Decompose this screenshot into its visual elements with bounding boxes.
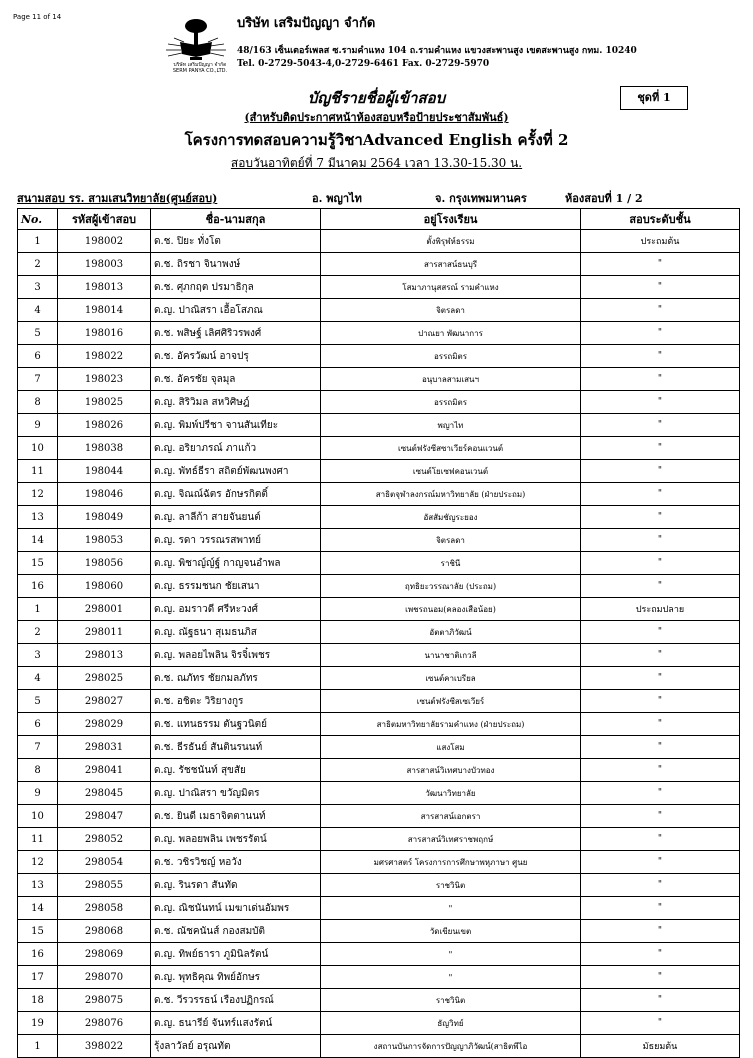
- row-number: 4: [18, 299, 58, 322]
- candidate-id: 198038: [58, 437, 151, 460]
- candidate-name: ด.ญ. ปาณิสรา เอื้อโสภณ: [151, 299, 321, 322]
- project-title: โครงการทดสอบความรู้วิชาAdvanced English ครั้งที่ 2: [184, 131, 569, 149]
- candidate-name: ด.ช. ธีรธันย์ สันตินรนนท์: [151, 736, 321, 759]
- school-name: อัสสัมชัญระยอง: [321, 506, 581, 529]
- school-name: เซนต์ฟรังซีสเซเวียร์: [321, 690, 581, 713]
- candidate-name: ด.ญ. รดา วรรณรสพาทย์: [151, 529, 321, 552]
- row-number: 15: [18, 920, 58, 943]
- candidate-id: 298070: [58, 966, 151, 989]
- exam-level: ": [581, 851, 740, 874]
- candidate-name: ด.ช. พสิษฐ์ เลิศศิริวรพงศ์: [151, 322, 321, 345]
- candidate-id: 298001: [58, 598, 151, 621]
- candidate-id: 198016: [58, 322, 151, 345]
- candidate-name: ด.ช. ณภัทร ชัยกมลภัทร: [151, 667, 321, 690]
- row-number: 16: [18, 943, 58, 966]
- exam-level: ": [581, 552, 740, 575]
- table-row: [18, 851, 740, 874]
- exam-level: ": [581, 782, 740, 805]
- school-name: โสมาภานุสสรณ์ รามคำแหง: [321, 276, 581, 299]
- candidate-name: ด.ญ. ทิพย์ธารา ภูมินิลรัตน์: [151, 943, 321, 966]
- table-row: [18, 575, 740, 598]
- venue-district: อ. พญาไท: [312, 192, 362, 205]
- candidate-name: ด.ญ. รัชชนันท์ สุขสัย: [151, 759, 321, 782]
- candidate-name: ด.ช. ยินดี เมธาจิตตานนท์: [151, 805, 321, 828]
- school-name: สาธิตมหาวิทยาลัยรามคำแหง (ฝ่ายประถม): [321, 713, 581, 736]
- exam-level: ": [581, 759, 740, 782]
- candidate-name: ด.ญ. พลอยไพลิน จิรจิ๋เพชร: [151, 644, 321, 667]
- venue-center: สนามสอบ รร. สามเสนวิทยาลัย(ศูนย์สอบ): [17, 192, 218, 205]
- table-row: [18, 391, 740, 414]
- school-name: เซนต์คาเบรียล: [321, 667, 581, 690]
- candidate-id: 198023: [58, 368, 151, 391]
- candidate-name: ด.ญ. พลอยพลิน เพชรรัตน์: [151, 828, 321, 851]
- table-row: [18, 414, 740, 437]
- candidate-id: 198049: [58, 506, 151, 529]
- candidate-id: 198053: [58, 529, 151, 552]
- candidate-id: 298041: [58, 759, 151, 782]
- candidate-id: 298054: [58, 851, 151, 874]
- school-name: ธัญวิทย์: [321, 1012, 581, 1035]
- candidate-id: 298052: [58, 828, 151, 851]
- candidate-id: 198022: [58, 345, 151, 368]
- candidate-id: 298029: [58, 713, 151, 736]
- exam-level: ": [581, 966, 740, 989]
- table-row: [18, 483, 740, 506]
- school-name: ราชวินิต: [321, 989, 581, 1012]
- row-number: 7: [18, 368, 58, 391]
- candidate-name: ด.ญ. ณิชนันทน์ เมฆาเด่นอัมพร: [151, 897, 321, 920]
- table-row: [18, 874, 740, 897]
- table-row: [18, 253, 740, 276]
- school-name: สารสาสน์วิเทศราชพฤกษ์: [321, 828, 581, 851]
- school-name: จิตรลดา: [321, 299, 581, 322]
- candidate-name: ด.ญ. ณัฐธนา สุเมธนภิส: [151, 621, 321, 644]
- row-number: 10: [18, 805, 58, 828]
- candidate-id: 298069: [58, 943, 151, 966]
- candidate-id: 198060: [58, 575, 151, 598]
- school-name: สาธิตจุฬาลงกรณ์มหาวิทยาลัย (ฝ่ายประถม): [321, 483, 581, 506]
- exam-level: ": [581, 529, 740, 552]
- candidate-name: ด.ช. อัครชัย จุลมุล: [151, 368, 321, 391]
- candidate-id: 198002: [58, 230, 151, 253]
- exam-level: ": [581, 345, 740, 368]
- school-name: ": [321, 966, 581, 989]
- exam-level: ": [581, 736, 740, 759]
- company-address: 48/163 เซ็นเตอร์เพลส ซ.รามคำแหง 104 ถ.รามคำแหง แขวงสะพานสูง เขตสะพานสูง กทม. 10240: [237, 46, 637, 56]
- candidate-id: 198026: [58, 414, 151, 437]
- candidate-id: 198056: [58, 552, 151, 575]
- row-number: 3: [18, 644, 58, 667]
- school-name: มศรศาสตร์ โครงการการศึกษาพหุภาษา ศูนย: [321, 851, 581, 874]
- table-row: [18, 598, 740, 621]
- table-row: [18, 230, 740, 253]
- company-name: บริษัท เสริมปัญญา จำกัด: [237, 16, 376, 31]
- exam-level: ": [581, 1012, 740, 1035]
- row-number: 11: [18, 828, 58, 851]
- exam-level: ": [581, 897, 740, 920]
- candidate-name: ด.ญ. สิริวิมล สหวิศิษฎ์: [151, 391, 321, 414]
- row-number: 14: [18, 529, 58, 552]
- candidate-id: 298031: [58, 736, 151, 759]
- table-row: [18, 782, 740, 805]
- candidate-name: ด.ช. วีรวรรธน์ เรืองปฏิกรณ์: [151, 989, 321, 1012]
- candidate-name: ด.ช. อชิตะ วิริยางกูร: [151, 690, 321, 713]
- school-name: สารสาสน์ธนบุรี: [321, 253, 581, 276]
- exam-level: ": [581, 322, 740, 345]
- set-label-box: ชุดที่ 1: [620, 86, 688, 110]
- row-number: 15: [18, 552, 58, 575]
- candidate-id: 298047: [58, 805, 151, 828]
- school-name: เพชรถนอม(คลองเสือน้อย): [321, 598, 581, 621]
- row-number: 8: [18, 391, 58, 414]
- candidate-name: ด.ช. แทนธรรม ตันฐวนิตย์: [151, 713, 321, 736]
- row-number: 7: [18, 736, 58, 759]
- candidate-id: 198046: [58, 483, 151, 506]
- exam-level: ": [581, 276, 740, 299]
- row-number: 8: [18, 759, 58, 782]
- row-number: 9: [18, 782, 58, 805]
- row-number: 10: [18, 437, 58, 460]
- table-row: [18, 299, 740, 322]
- candidate-id: 298027: [58, 690, 151, 713]
- row-number: 12: [18, 851, 58, 874]
- table-row: [18, 460, 740, 483]
- page-number: Page 11 of 14: [13, 13, 62, 21]
- exam-level: ประถมปลาย: [581, 598, 740, 621]
- table-row: [18, 1035, 740, 1058]
- exam-level: ": [581, 989, 740, 1012]
- row-number: 3: [18, 276, 58, 299]
- table-row: [18, 897, 740, 920]
- table-row: [18, 276, 740, 299]
- candidate-name: ด.ช. อัครวัฒน์ อาจปรุ: [151, 345, 321, 368]
- document-subtitle: (สำหรับติดประกาศหน้าห้องสอบหรือป้ายประชาสัมพันธ์): [244, 111, 509, 124]
- exam-level: ": [581, 621, 740, 644]
- candidate-table: [17, 208, 740, 1058]
- row-number: 12: [18, 483, 58, 506]
- candidate-name: ด.ช. ถิรชา จินาพงษ์: [151, 253, 321, 276]
- candidate-id: 298011: [58, 621, 151, 644]
- table-row: [18, 805, 740, 828]
- school-name: อัตตาภิวัฒน์: [321, 621, 581, 644]
- exam-level: มัธยมต้น: [581, 1035, 740, 1058]
- candidate-id: 298055: [58, 874, 151, 897]
- header-school: อยู่โรงเรียน: [321, 209, 581, 230]
- exam-level: ": [581, 575, 740, 598]
- candidate-name: ด.ญ. พัทธ์ธีรา สถิตย์พัฒนพงศา: [151, 460, 321, 483]
- candidate-name: ด.ญ. พิชาญ์ญ์ฐ์ กาญจนอำพล: [151, 552, 321, 575]
- candidate-name: ด.ญ. ธรรมชนก ชัยเสนา: [151, 575, 321, 598]
- exam-level: ": [581, 713, 740, 736]
- school-name: วัฒนาวิทยาลัย: [321, 782, 581, 805]
- table-row: [18, 345, 740, 368]
- candidate-id: 198003: [58, 253, 151, 276]
- table-row: [18, 736, 740, 759]
- row-number: 1: [18, 598, 58, 621]
- row-number: 18: [18, 989, 58, 1012]
- row-number: 13: [18, 506, 58, 529]
- school-name: เซนต์ฟรังซีสซาเวียร์คอนแวนต์: [321, 437, 581, 460]
- candidate-id: 298045: [58, 782, 151, 805]
- exam-level: ": [581, 391, 740, 414]
- candidate-name: ด.ญ. รินรดา สันทัด: [151, 874, 321, 897]
- candidate-id: 298068: [58, 920, 151, 943]
- exam-level: ": [581, 299, 740, 322]
- row-number: 4: [18, 667, 58, 690]
- exam-level: ": [581, 943, 740, 966]
- row-number: 11: [18, 460, 58, 483]
- table-header-row: [18, 209, 740, 230]
- table-row: [18, 943, 740, 966]
- table-row: [18, 966, 740, 989]
- school-name: ราชวินิต: [321, 874, 581, 897]
- header-candidate-id: รหัสผู้เข้าสอบ: [58, 209, 151, 230]
- row-number: 2: [18, 621, 58, 644]
- table-row: [18, 322, 740, 345]
- exam-level: ": [581, 253, 740, 276]
- school-name: ตั้งพิรุฬห์ธรรม: [321, 230, 581, 253]
- school-name: สารสาสน์วิเทศบางบัวทอง: [321, 759, 581, 782]
- row-number: 2: [18, 253, 58, 276]
- exam-level: ": [581, 437, 740, 460]
- table-row: [18, 552, 740, 575]
- school-name: แสงโสม: [321, 736, 581, 759]
- candidate-id: 198025: [58, 391, 151, 414]
- row-number: 14: [18, 897, 58, 920]
- exam-level: ": [581, 644, 740, 667]
- header-name: ชื่อ-นามสกุล: [151, 209, 321, 230]
- row-number: 17: [18, 966, 58, 989]
- exam-level: ": [581, 460, 740, 483]
- school-name: ปาณยา พัฒนาการ: [321, 322, 581, 345]
- candidate-name: ด.ช. วชิรวิชญ์ หอวัง: [151, 851, 321, 874]
- row-number: 5: [18, 690, 58, 713]
- row-number: 13: [18, 874, 58, 897]
- table-row: [18, 1012, 740, 1035]
- candidate-name: ด.ญ. อริยาภรณ์ ภาแก้ว: [151, 437, 321, 460]
- company-tel: Tel. 0-2729-5043-4,0-2729-6461 Fax. 0-2729-5970: [237, 59, 490, 69]
- exam-level: ": [581, 667, 740, 690]
- header-no: No.: [18, 209, 58, 230]
- candidate-name: ด.ช. ปิยะ ทั่งโต: [151, 230, 321, 253]
- candidate-name: ด.ญ. ธนารีย์ จันทร์แสงรัตน์: [151, 1012, 321, 1035]
- candidate-id: 298075: [58, 989, 151, 1012]
- row-number: 6: [18, 713, 58, 736]
- table-row: [18, 368, 740, 391]
- candidate-name: รุ้งลาวัลย์ อรุณทัต: [151, 1035, 321, 1058]
- candidate-name: ด.ช. ศุภกฤต ปรมาธิกุล: [151, 276, 321, 299]
- exam-level: ": [581, 828, 740, 851]
- candidate-id: 298076: [58, 1012, 151, 1035]
- row-number: 6: [18, 345, 58, 368]
- table-row: [18, 437, 740, 460]
- exam-level: ": [581, 874, 740, 897]
- candidate-id: 298013: [58, 644, 151, 667]
- school-name: ": [321, 897, 581, 920]
- candidate-name: ด.ญ. อมราวดี ศรีหะวงศ์: [151, 598, 321, 621]
- candidate-id: 198044: [58, 460, 151, 483]
- candidate-id: 298025: [58, 667, 151, 690]
- candidate-name: ด.ญ. จิณณ์ฉัตร อักษรกิตติ์: [151, 483, 321, 506]
- row-number: 1: [18, 230, 58, 253]
- venue-province: จ. กรุงเทพมหานคร: [435, 192, 527, 205]
- exam-date-time: สอบวันอาทิตย์ที่ 7 มีนาคม 2564 เวลา 13.30-15.30 น.: [230, 156, 523, 170]
- candidate-name: ด.ญ. พิมพ์ปรีชา จานสันเทียะ: [151, 414, 321, 437]
- table-row: [18, 644, 740, 667]
- table-row: [18, 690, 740, 713]
- row-number: 16: [18, 575, 58, 598]
- exam-level: ": [581, 483, 740, 506]
- candidate-id: 398022: [58, 1035, 151, 1058]
- table-row: [18, 621, 740, 644]
- row-number: 19: [18, 1012, 58, 1035]
- school-name: วัดเขียนเขต: [321, 920, 581, 943]
- exam-level: ": [581, 920, 740, 943]
- table-row: [18, 828, 740, 851]
- school-name: งสถานบันการจัดการปัญญาภิวัฒน์(สาธิตพีไอ: [321, 1035, 581, 1058]
- table-row: [18, 713, 740, 736]
- table-row: [18, 759, 740, 782]
- row-number: 5: [18, 322, 58, 345]
- school-name: ฤทธิยะวรรณาลัย (ประถม): [321, 575, 581, 598]
- row-number: 1: [18, 1035, 58, 1058]
- table-row: [18, 920, 740, 943]
- candidate-id: 198013: [58, 276, 151, 299]
- school-name: สารสาสน์เอกตรา: [321, 805, 581, 828]
- candidate-id: 198014: [58, 299, 151, 322]
- school-name: จิตรลดา: [321, 529, 581, 552]
- candidate-id: 298058: [58, 897, 151, 920]
- exam-level: ": [581, 506, 740, 529]
- exam-level: ": [581, 368, 740, 391]
- school-name: อนุบาลสามเสนฯ: [321, 368, 581, 391]
- candidate-name: ด.ญ. ปาณิสรา ขวัญมิตร: [151, 782, 321, 805]
- school-name: ": [321, 943, 581, 966]
- school-name: ราชินี: [321, 552, 581, 575]
- candidate-name: ด.ญ. ลาลีก้า สายจันยนต์: [151, 506, 321, 529]
- logo-caption: บริษัท เสริมปัญญา จำกัด SERM PANYA CO.,LTD.: [172, 62, 228, 74]
- document-title: บัญชีรายชื่อผู้เข้าสอบ: [307, 89, 446, 107]
- table-row: [18, 506, 740, 529]
- exam-level: ": [581, 805, 740, 828]
- row-number: 9: [18, 414, 58, 437]
- venue-room: ห้องสอบที่ 1 / 2: [565, 192, 643, 205]
- table-row: [18, 529, 740, 552]
- exam-level: ประถมต้น: [581, 230, 740, 253]
- header-level: สอบระดับชั้น: [581, 209, 740, 230]
- exam-level: ": [581, 414, 740, 437]
- school-name: อรรถมิตร: [321, 391, 581, 414]
- school-name: นานาชาติเกวลี: [321, 644, 581, 667]
- table-row: [18, 667, 740, 690]
- candidate-name: ด.ญ. พุทธิคุณ ทิพย์อักษร: [151, 966, 321, 989]
- candidate-name: ด.ช. ณัชคนันส์ กองสมบัติ: [151, 920, 321, 943]
- school-name: อรรถมิตร: [321, 345, 581, 368]
- school-name: เซนต์โยเซฟคอนเวนต์: [321, 460, 581, 483]
- table-row: [18, 989, 740, 1012]
- school-name: พญาไท: [321, 414, 581, 437]
- exam-level: ": [581, 690, 740, 713]
